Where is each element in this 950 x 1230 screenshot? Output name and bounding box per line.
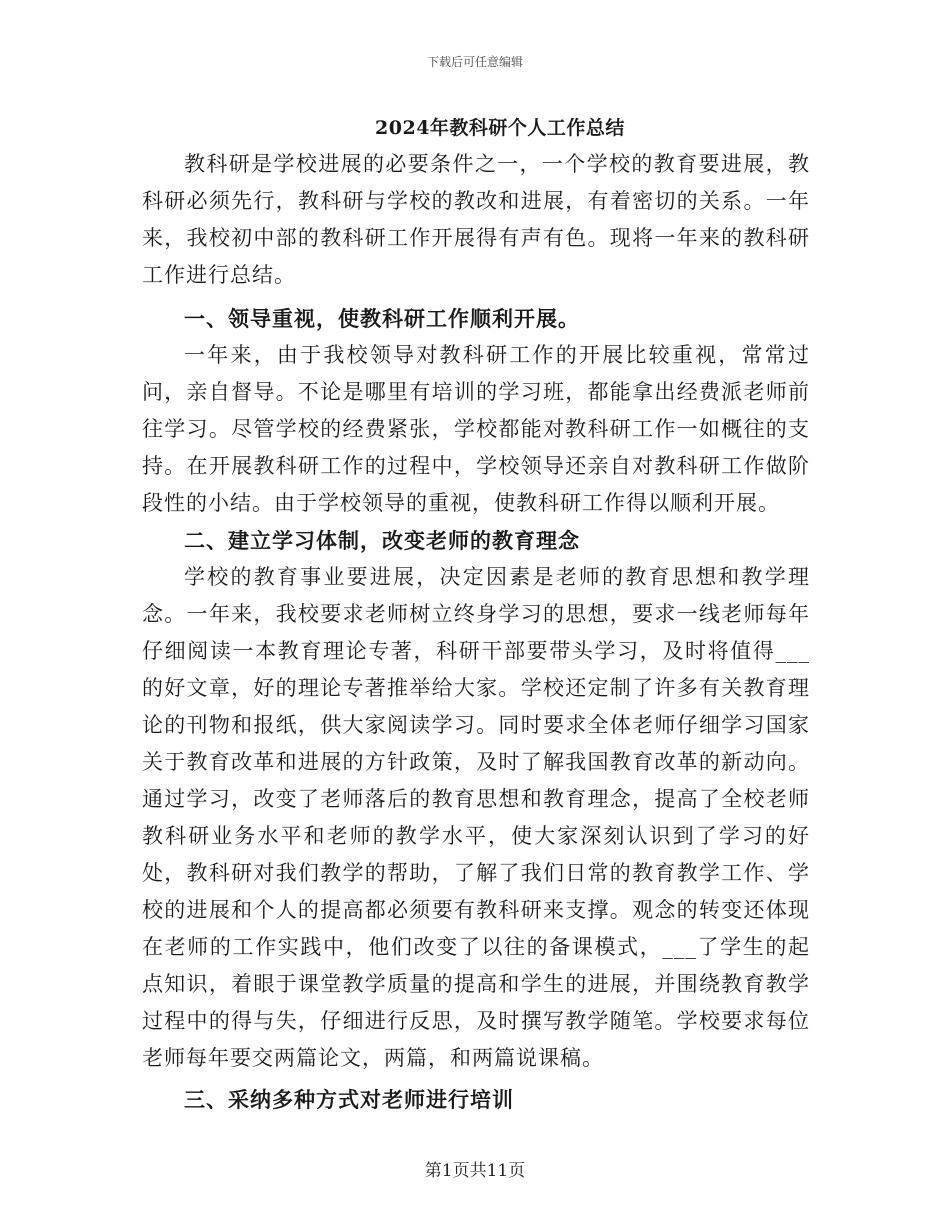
document-title: 2024年教科研个人工作总结 (375, 117, 625, 139)
section-heading-1: 一、领导重视，使教科研工作顺利开展。 (184, 306, 580, 331)
intro-paragraph: 教科研是学校进展的必要条件之一，一个学校的教育要进展，教科研必须先行，教科研与学校的教改和进展，有着密切的关系。一年来，我校初中部的教科研工作开展得有声有色。现将一年来的教科研工作进行总结。 (142, 152, 810, 287)
section-paragraph-1: 一年来，由于我校领导对教科研工作的开展比较重视，常常过问，亲自督导。不论是哪里有培训的学习班，都能拿出经费派老师前往学习。尽管学校的经费紧张，学校都能对教科研工作一如概往的支持。在开展教科研工作的过程中，学校领导还亲自对教科研工作做阶段性的小结。由于学校领导的重视，使教科研工作得以顺利开展。 (142, 343, 810, 515)
page-number: 第1页共11页 (424, 1161, 526, 1181)
section-heading-3: 三、采纳多种方式对老师进行培训 (184, 1087, 514, 1112)
page-header-note: 下载后可任意编辑 (426, 55, 523, 69)
section-heading-2: 二、建立学习体制，改变老师的教育理念 (184, 528, 580, 553)
document-body (142, 146, 810, 1118)
section-paragraph-2: 学校的教育事业要进展，决定因素是老师的教育思想和教学理念。一年来，我校要求老师树立终身学习的思想，要求一线老师每年仔细阅读一本教育理论专著，科研干部要带头学习，及时将值得___的好文章，好的理论专著推举给大家。学校还定制了许多有关教育理论的刊物和报纸，供大家阅读学习。同时要求全体老师仔细学习国家关于教育改革和进展的方针政策，及时了解我国教育改革的新动向。通过学习，改变了老师落后的教育思想和教育理念，提高了全校老师教科研业务水平和老师的教学水平，使大家深刻认识到了学习的好处，教科研对我们教学的帮助，了解了我们日常的教育教学工作、学校的进展和个人的提高都必须要有教科研来支撑。观念的转变还体现在老师的工作实践中，他们改变了以往的备课模式，___了学生的起点知识，着眼于课堂教学质量的提高和学生的进展，并围绕教育教学过程中的得与失，仔细进行反思，及时撰写教学随笔。学校要求每位老师每年要交两篇论文，两篇，和两篇说课稿。 (142, 565, 810, 1070)
